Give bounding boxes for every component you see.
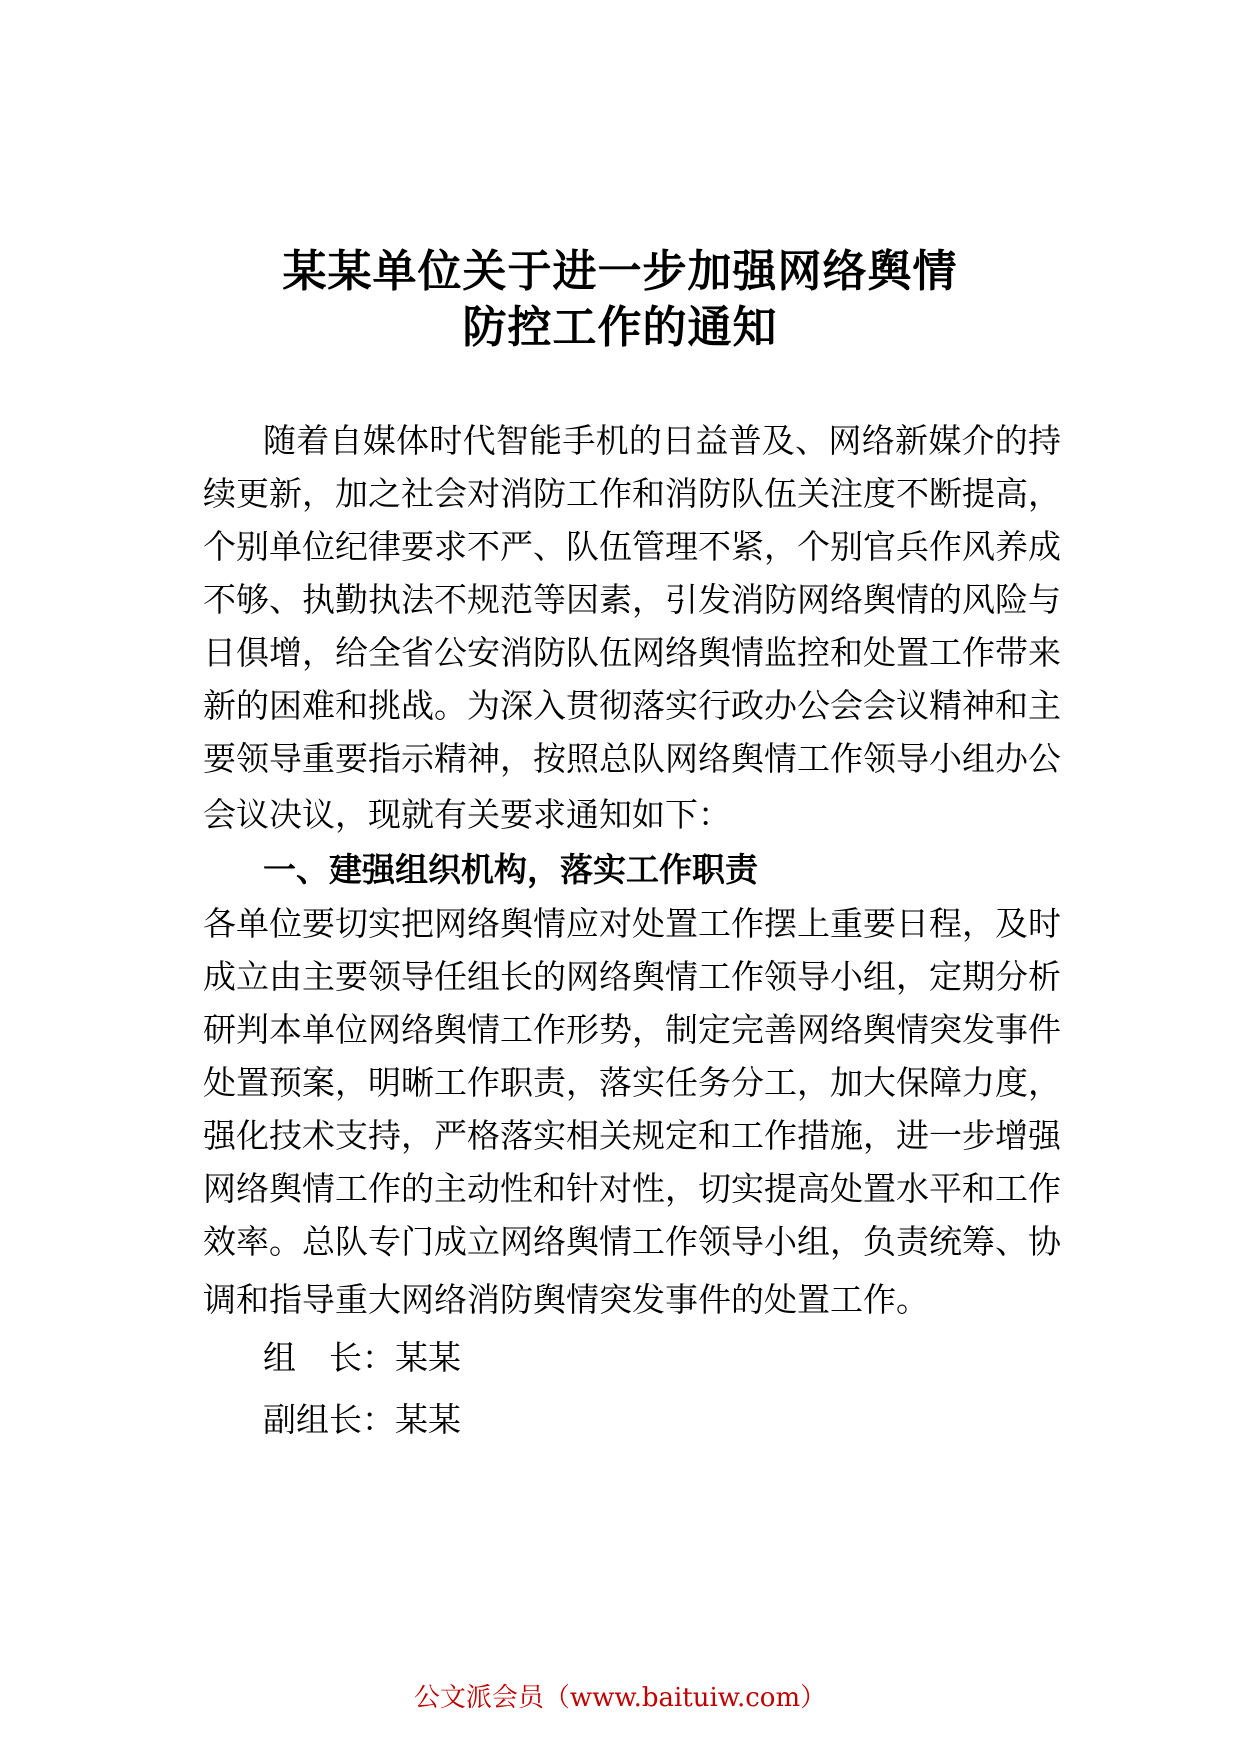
section-line: 效率。总队专门成立网络舆情工作领导小组，负责统筹、协	[203, 1222, 1061, 1261]
footer-watermark: 公文派会员（www.baituiw.com）	[413, 1683, 827, 1713]
intro-line: 随着自媒体时代智能手机的日益普及、网络新媒介的持	[263, 421, 1061, 460]
intro-line: 个别单位纪律要求不严、队伍管理不紧，个别官兵作风养成	[203, 527, 1061, 566]
section-line: 成立由主要领导任组长的网络舆情工作领导小组，定期分析	[203, 957, 1061, 996]
section-line: 处置预案，明晰工作职责，落实任务分工，加大保障力度，	[203, 1063, 1061, 1102]
intro-line: 不够、执勤执法不规范等因素，引发消防网络舆情的风险与	[203, 580, 1061, 619]
section-line: 强化技术支持，严格落实相关规定和工作措施，进一步增强	[203, 1116, 1061, 1155]
group-leader: 组 长：某某	[263, 1338, 461, 1377]
section-line: 各单位要切实把网络舆情应对处置工作摆上重要日程，及时	[203, 904, 1061, 943]
intro-line: 续更新，加之社会对消防工作和消防队伍关注度不断提高，	[203, 474, 1061, 513]
deputy-group-leader: 副组长：某某	[263, 1400, 461, 1439]
intro-line: 新的困难和挑战。为深入贯彻落实行政办公会会议精神和主	[203, 686, 1061, 725]
intro-line: 日俱增，给全省公安消防队伍网络舆情监控和处置工作带来	[203, 633, 1061, 672]
intro-line: 会议决议，现就有关要求通知如下：	[203, 795, 731, 834]
section-line: 研判本单位网络舆情工作形势，制定完善网络舆情突发事件	[203, 1010, 1061, 1049]
document-title-line-2: 防控工作的通知	[462, 302, 778, 353]
section-line: 网络舆情工作的主动性和针对性，切实提高处置水平和工作	[203, 1169, 1061, 1208]
intro-line: 要领导重要指示精神，按照总队网络舆情工作领导小组办公	[203, 739, 1061, 778]
section-line: 调和指导重大网络消防舆情突发事件的处置工作。	[203, 1280, 929, 1319]
section-heading: 一、建强组织机构，落实工作职责	[263, 850, 758, 889]
document-title-line-1: 某某单位关于进一步加强网络舆情	[282, 246, 958, 297]
